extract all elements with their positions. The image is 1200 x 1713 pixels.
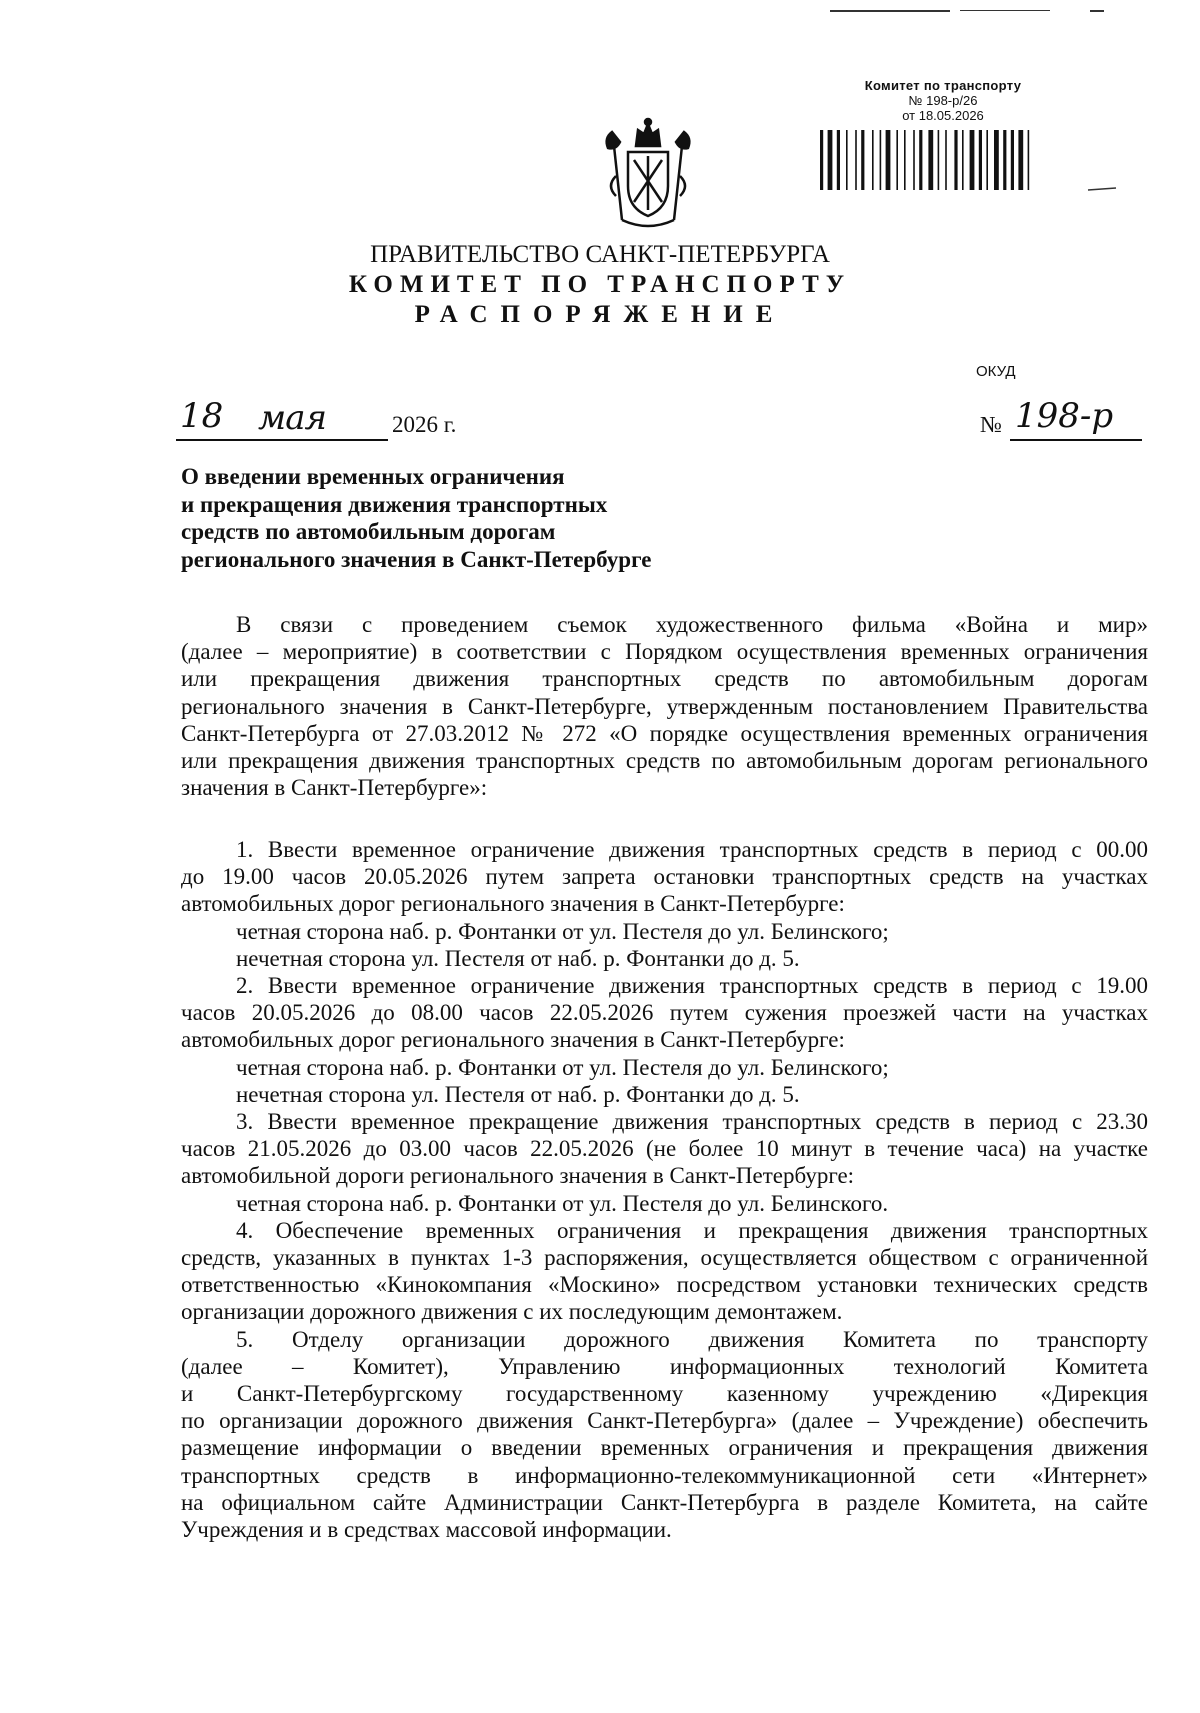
item-line: средств, указанных в пунктах 1-3 распоряжения, осуществляется обществом с ограниченной: [181, 1245, 1148, 1271]
scan-noise: [1090, 10, 1104, 12]
item-line: часов 20.05.2026 до 08.00 часов 22.05.2026 путем сужения проезжей части на участках: [181, 1000, 1148, 1026]
intro-line: значения в Санкт-Петербурге»:: [181, 775, 488, 801]
item-line: размещение информации о введении временных ограничения и прекращения движения: [181, 1435, 1148, 1461]
title-line: средств по автомобильным дорогам: [181, 519, 556, 544]
intro-line: или прекращения движения транспортных средств по автомобильным дорогам регионального: [181, 748, 1148, 774]
item-line: 4. Обеспечение временных ограничения и прекращения движения транспортных: [236, 1217, 1148, 1243]
intro-line: В связи с проведением съемок художественного фильма «Война и мир»: [236, 612, 1148, 637]
intro-line: (далее – мероприятие) в соответствии с Порядком осуществления временных ограничения: [181, 639, 1148, 665]
title-line: и прекращения движения транспортных: [181, 491, 608, 517]
scan-noise: [830, 10, 950, 12]
stamp-date: от 18.05.2026: [902, 108, 984, 123]
okud-label: ОКУД: [976, 363, 1016, 380]
item-line: ответственностью «Кинокомпания «Москино» посредством установки технических средств: [181, 1272, 1148, 1298]
document-number: 198-р: [1015, 396, 1114, 436]
date-month: мая: [258, 398, 326, 438]
title-line: регионального значения в Санкт-Петербурге: [181, 546, 652, 572]
item-line: 2. Ввести временное ограничение движения транспортных средств в период с 19.00: [236, 973, 1148, 999]
item-line: Учреждения и в средствах массовой информации.: [181, 1517, 672, 1543]
intro-line: Санкт-Петербурга от 27.03.2012 № 272 «О порядке осуществления временных ограничения: [181, 720, 1148, 746]
number-underline: [1010, 439, 1142, 441]
item-sub-line: четная сторона наб. р. Фонтанки от ул. Пестеля до ул. Белинского;: [236, 918, 889, 944]
item-line: на официальном сайте Администрации Санкт-Петербурга в разделе Комитета, на сайте: [181, 1489, 1148, 1515]
date-day: 18: [180, 396, 224, 436]
item-line: 3. Ввести временное прекращение движения транспортных средств в период с 23.30: [236, 1109, 1148, 1135]
item-line: 5. Отделу организации дорожного движения Комитета по транспорту: [236, 1326, 1148, 1352]
item-line: (далее – Комитет), Управлению информационных технологий Комитета: [181, 1353, 1148, 1379]
item-line: по организации дорожного движения Санкт-Петербурга» (далее – Учреждение) обеспечить: [181, 1408, 1148, 1434]
scan-noise: [960, 10, 1050, 11]
item-line: автомобильной дороги регионального значения в Санкт-Петербурге:: [181, 1163, 855, 1189]
item-line: 1. Ввести временное ограничение движения транспортных средств в период с 00.00: [236, 837, 1148, 862]
number-sign: №: [980, 412, 1002, 437]
registration-stamp: [818, 78, 1068, 123]
committee-heading: КОМИТЕТ ПО ТРАНСПОРТУ: [348, 271, 852, 298]
date-underline: [176, 439, 388, 441]
intro-paragraph: [181, 611, 1148, 801]
date-year: 2026 г.: [392, 412, 457, 437]
intro-line: регионального значения в Санкт-Петербурге, утвержденным постановлением Правительства: [181, 693, 1148, 719]
document-type-heading: РАСПОРЯЖЕНИЕ: [414, 301, 786, 328]
document-title: [181, 463, 801, 573]
items-list: [181, 836, 1148, 1543]
item-sub-line: нечетная сторона ул. Пестеля от наб. р. Фонтанки до д. 5.: [236, 945, 800, 971]
item-line: автомобильных дорог регионального значения в Санкт-Петербурге:: [181, 891, 845, 917]
item-line: до 19.00 часов 20.05.2026 путем запрета остановки транспортных средств на участках: [181, 864, 1148, 890]
stamp-committee: Комитет по транспорту: [864, 78, 1022, 93]
title-line: О введении временных ограничения: [181, 464, 565, 489]
stamp-number: № 198-р/26: [908, 93, 978, 108]
item-line: организации дорожного движения с их последующим демонтажем.: [181, 1299, 843, 1325]
item-line: и Санкт-Петербургскому государственному казенному учреждению «Дирекция: [181, 1381, 1148, 1407]
item-line: автомобильных дорог регионального значения в Санкт-Петербурге:: [181, 1027, 845, 1053]
item-sub-line: четная сторона наб. р. Фонтанки от ул. Пестеля до ул. Белинского.: [236, 1190, 889, 1216]
intro-line: или прекращения движения транспортных средств по автомобильным дорогам: [181, 666, 1148, 692]
item-line: транспортных средств в информационно-телекоммуникационной сети «Интернет»: [181, 1462, 1148, 1488]
government-heading: ПРАВИТЕЛЬСТВО САНКТ-ПЕТЕРБУРГА: [370, 241, 830, 268]
coat-of-arms-icon: [598, 116, 698, 234]
item-sub-line: нечетная сторона ул. Пестеля от наб. р. Фонтанки до д. 5.: [236, 1081, 800, 1107]
barcode: [818, 130, 1118, 196]
item-sub-line: четная сторона наб. р. Фонтанки от ул. Пестеля до ул. Белинского;: [236, 1054, 889, 1080]
item-line: часов 21.05.2026 до 03.00 часов 22.05.2026 (не более 10 минут в течение часа) на участке: [181, 1136, 1148, 1162]
